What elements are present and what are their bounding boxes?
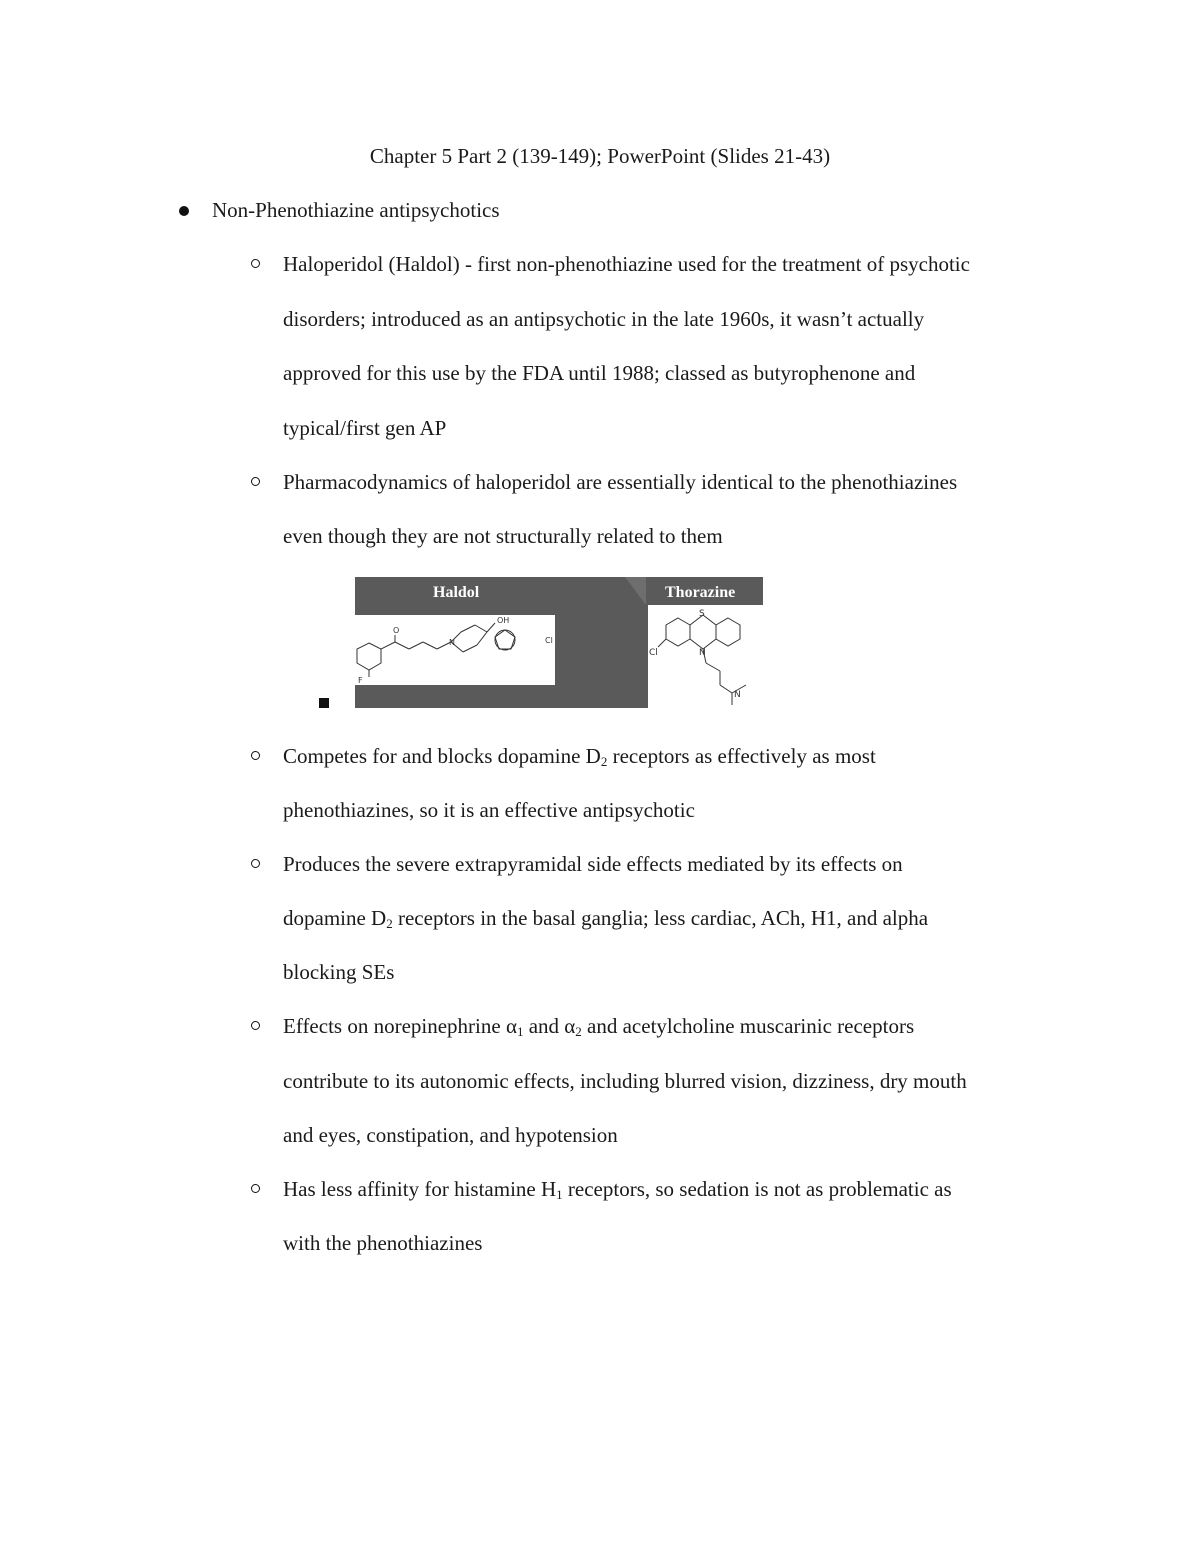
haldol-atom-cl: Cl bbox=[545, 636, 553, 645]
list-item-level1: Non-Phenothiazine antipsychotics bbox=[212, 198, 500, 222]
effects-line-1 bbox=[283, 1012, 914, 1040]
histamine-line-1 bbox=[283, 1175, 952, 1203]
produces-line-1: Produces the severe extrapyramidal side effects mediated by its effects on bbox=[283, 852, 903, 876]
thorazine-atom-n: N bbox=[699, 648, 706, 658]
competes-line-1 bbox=[283, 742, 876, 770]
bullet-circle-icon bbox=[251, 1184, 260, 1193]
competes-sub: 2 bbox=[600, 754, 608, 769]
haldol-label: Haldol bbox=[433, 584, 480, 601]
competes-line-2: phenothiazines, so it is an effective antipsychotic bbox=[283, 798, 695, 822]
haloperidol-line-4: typical/first gen AP bbox=[283, 416, 447, 440]
bullet-square-icon bbox=[319, 698, 329, 708]
page-title: Chapter 5 Part 2 (139-149); PowerPoint (Slides 21-43) bbox=[369, 144, 831, 168]
bullet-circle-icon bbox=[251, 751, 260, 760]
thorazine-atom-s: S bbox=[699, 609, 705, 619]
thorazine-atom-n2: N bbox=[734, 690, 741, 700]
haldol-structure bbox=[355, 615, 555, 685]
pharmacodynamics-line-1: Pharmacodynamics of haloperidol are essentially identical to the phenothiazines bbox=[283, 470, 958, 494]
effects-sub-2: 2 bbox=[575, 1024, 582, 1039]
histamine-text-a: Has less affinity for histamine H bbox=[283, 1177, 557, 1201]
produces-text-a: dopamine D bbox=[283, 906, 387, 930]
effects-text-c: and acetylcholine muscarinic receptors bbox=[581, 1014, 915, 1038]
produces-line-3: blocking SEs bbox=[283, 960, 395, 984]
histamine-sub: 1 bbox=[556, 1187, 563, 1202]
bullet-circle-icon bbox=[251, 1021, 260, 1030]
thorazine-atom-cl: Cl bbox=[649, 648, 658, 658]
thorazine-label: Thorazine bbox=[665, 584, 736, 601]
thorazine-structure bbox=[648, 605, 763, 708]
effects-line-3: and eyes, constipation, and hypotension bbox=[283, 1123, 618, 1147]
histamine-text-b: receptors, so sedation is not as problematic as bbox=[562, 1177, 952, 1201]
haldol-molecule-icon bbox=[355, 615, 555, 685]
competes-text-a: Competes for and blocks dopamine D bbox=[283, 744, 601, 768]
effects-text-b: and α bbox=[523, 1014, 576, 1038]
produces-line-2 bbox=[283, 904, 928, 932]
haloperidol-line-1: Haloperidol (Haldol) - first non-phenothiazine used for the treatment of psychotic bbox=[283, 252, 970, 276]
bullet-circle-icon bbox=[251, 259, 260, 268]
haldol-atom-o: O bbox=[393, 626, 400, 635]
haloperidol-line-2: disorders; introduced as an antipsychotic in the late 1960s, it wasn’t actually bbox=[283, 307, 925, 331]
structure-figure bbox=[355, 577, 763, 708]
haldol-atom-oh: OH bbox=[497, 616, 510, 625]
competes-text-b: receptors as effectively as most bbox=[607, 744, 876, 768]
produces-sub: 2 bbox=[386, 916, 393, 931]
thorazine-molecule-icon bbox=[648, 605, 763, 708]
haldol-atom-f: F bbox=[358, 676, 363, 685]
bullet-circle-icon bbox=[251, 859, 260, 868]
produces-text-b: receptors in the basal ganglia; less cardiac, ACh, H1, and alpha bbox=[392, 906, 929, 930]
effects-line-2: contribute to its autonomic effects, including blurred vision, dizziness, dry mouth bbox=[283, 1069, 967, 1093]
effects-sub-1: 1 bbox=[516, 1024, 524, 1039]
bullet-disc-icon bbox=[179, 206, 189, 216]
pharmacodynamics-line-2: even though they are not structurally related to them bbox=[283, 524, 723, 548]
histamine-line-2: with the phenothiazines bbox=[283, 1231, 483, 1255]
effects-text-a: Effects on norepinephrine α bbox=[283, 1014, 517, 1038]
haldol-atom-n: N bbox=[449, 638, 455, 647]
bullet-circle-icon bbox=[251, 477, 260, 486]
haloperidol-line-3: approved for this use by the FDA until 1988; classed as butyrophenone and bbox=[283, 361, 916, 385]
